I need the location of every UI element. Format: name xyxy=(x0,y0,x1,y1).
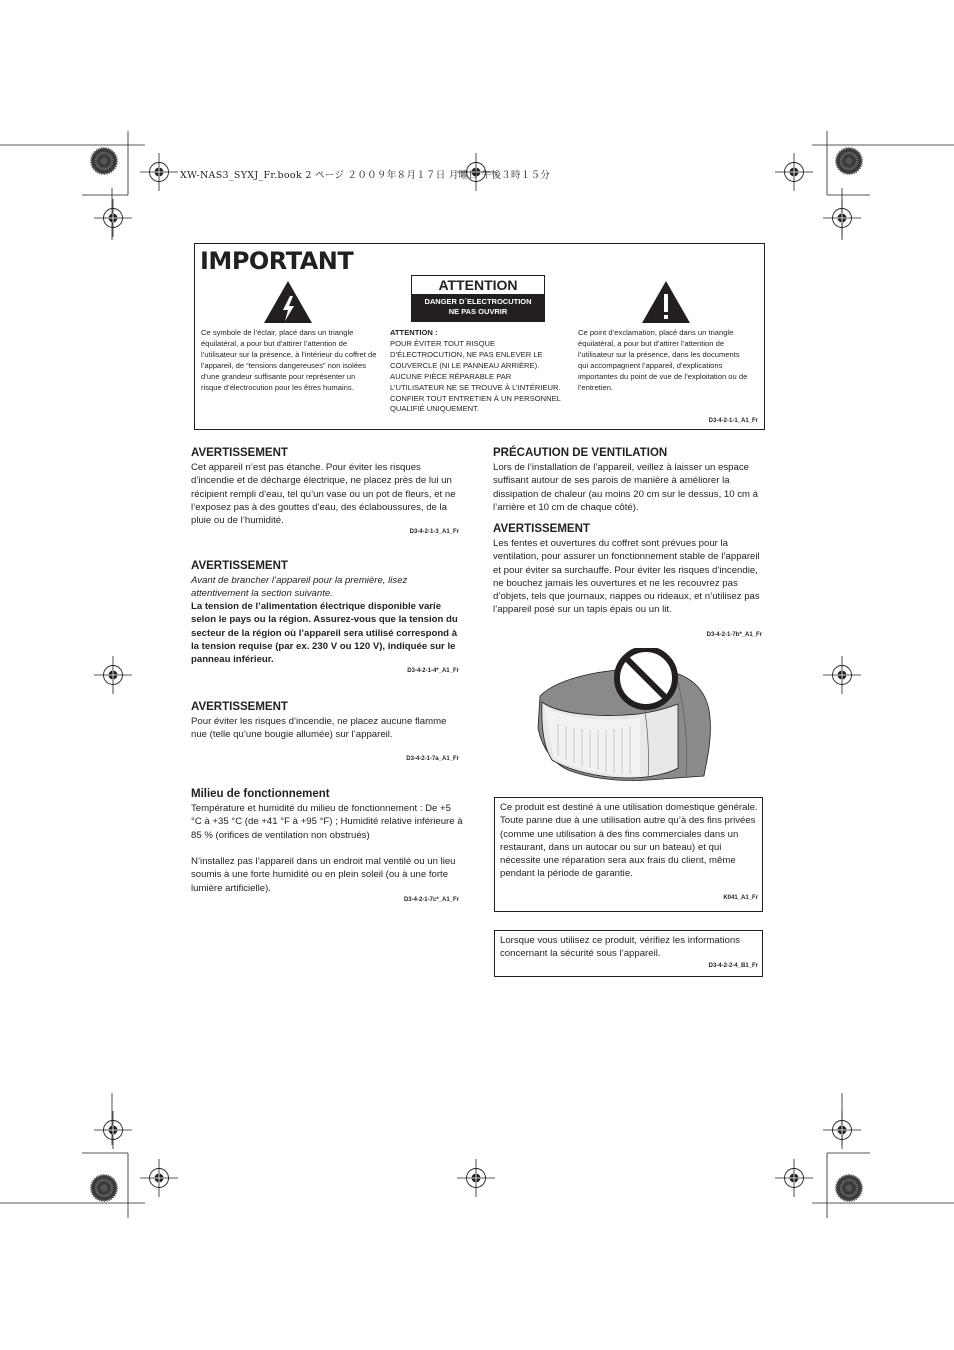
right-s2-body: Les fentes et ouvertures du coffret sont prévues pour la ventilation, pour assurer un fonctionnement stable de l’appareil et pour éviter sa surchauffe. Pour éviter les risques d’incendie, ne bouchez jamais les ouvertures et ne les recouvrez pas d’objets, tels que journaux, nappes ou rideaux, et n’utilisez pas l’appareil posé sur un tapis épais ou un lit. xyxy=(493,538,760,616)
file-header-line: XW-NAS3_SYXJ_Fr.book 2 ページ ２００９年８月１７日 月曜日 午後３時１５分 xyxy=(180,170,551,181)
domestic-use-text: Ce produit est destiné à une utilisation domestique générale. Toute panne due à une utilisation autre qu’à des fins privées (comme une utilisation à des fins commerciales dans un restaurant, dans un autocar ou sur un bateau) et qui nécessite une réparation sera aux frais du client, même pendant la période de garantie. xyxy=(500,802,758,880)
lightning-triangle-icon xyxy=(263,280,313,324)
attention-label: ATTENTION xyxy=(438,277,518,293)
left-s2-bold: La tension de l’alimentation électrique disponible varie selon le pays ou la région. Assurez-vous que la tension du secteur de la région où l’appareil sera utilisé correspond à la tension requise (par ex. 230 V ou 120 V), indiquée sur le panneau inférieur. xyxy=(191,601,458,666)
attention-heading: ATTENTION : xyxy=(390,328,438,337)
right-s1-body: Lors de l’installation de l’appareil, veillez à laisser un espace suffisant autour de ses parois de manière à améliorer la dissipation de chaleur (au moins 20 cm sur le dessus, 10 cm à l’arrière et 10 cm de chaque côté). xyxy=(493,462,759,513)
important-code: D3-4-2-1-1_A1_Fr xyxy=(708,418,758,424)
right-s1-heading: PRÉCAUTION DE VENTILATION xyxy=(493,447,668,459)
left-s2-code: D3-4-2-1-4*_A1_Fr xyxy=(407,668,459,674)
left-s2-italic: Avant de brancher l’appareil pour la première, lisez attentivement la section suivante. xyxy=(191,575,408,600)
exclamation-explanation: Ce point d’exclamation, placé dans un triangle équilatéral, a pour but d’attirer l’attention de l’utilisateur sur la présence, dans les documents qui accompagnent l’appareil, d’explications importantes du point de vue de l’exploitation ou de l’entretien. xyxy=(578,328,748,392)
safety-info-text: Lorsque vous utilisez ce produit, vérifiez les informations concernant la sécurité sous l’appareil. xyxy=(500,935,740,960)
right-s2-heading: AVERTISSEMENT xyxy=(493,523,590,535)
left-s4-code: D3-4-2-1-7c*_A1_Fr xyxy=(403,897,459,903)
covered-device-illustration xyxy=(528,648,728,784)
lightning-explanation: Ce symbole de l’éclair, placé dans un triangle équilatéral, a pour but d’attirer l’attention de l’utilisateur sur la présence, à l’intérieur du coffret de l’appareil, de “tensions dangereuses” non isolées d’une grandeur suffisante pour représenter un risque d’électrocution pour les êtres humains. xyxy=(201,328,377,392)
danger-line-1: DANGER D´ELECTROCUTION xyxy=(424,297,532,306)
left-s2-heading: AVERTISSEMENT xyxy=(191,560,288,572)
important-title: IMPORTANT xyxy=(200,247,354,275)
left-s4-body-1: Température et humidité du milieu de fonctionnement : De +5 °C à +35 °C (de +41 °F à +95 °F) ; Humidité relative inférieure à 85 % (orifices de ventilation non obstrués) xyxy=(191,803,463,841)
exclamation-triangle-icon xyxy=(641,280,691,324)
right-s2-code: D3-4-2-1-7b*_A1_Fr xyxy=(706,632,762,638)
left-s3-heading: AVERTISSEMENT xyxy=(191,701,288,713)
left-s1-code: D3-4-2-1-3_A1_Fr xyxy=(409,529,459,535)
danger-banner xyxy=(412,294,544,321)
left-s4-heading: Milieu de fonctionnement xyxy=(191,788,330,800)
attention-label-box xyxy=(411,275,545,322)
left-s1-body: Cet appareil n’est pas étanche. Pour éviter les risques d’incendie et de décharge électrique, ne placez près de lui un récipient rempli d’eau, tel qu’un vase ou un pot de fleurs, et ne l’exposez pas à des gouttes d’eau, des éclaboussures, de la pluie ou de l’humidité. xyxy=(191,462,456,527)
attention-text: POUR ÉVITER TOUT RISQUE D’ÉLECTROCUTION, NE PAS ENLEVER LE COUVERCLE (NI LE PANNEAU ARRIÈRE). AUCUNE PIÈCE RÉPARABLE PAR L’UTILISATEUR NE SE TROUVE À L’INTÉRIEUR. CONFIER TOUT ENTRETIEN À UN PERSONNEL QUALIFIÉ UNIQUEMENT. xyxy=(390,339,561,414)
domestic-use-code: K041_A1_Fr xyxy=(723,895,758,901)
left-s1-heading: AVERTISSEMENT xyxy=(191,447,288,459)
left-s3-code: D3-4-2-1-7a_A1_Fr xyxy=(406,756,459,762)
safety-info-code: D3-4-2-2-4_B1_Fr xyxy=(708,963,758,969)
danger-line-2: NE PAS OUVRIR xyxy=(448,307,508,316)
left-s3-body: Pour éviter les risques d’incendie, ne placez aucune flamme nue (telle qu’une bougie allumée) sur l’appareil. xyxy=(191,716,447,741)
left-s4-body-2: N’installez pas l’appareil dans un endroit mal ventilé ou un lieu soumis à une forte humidité ou en plein soleil (ou à une forte lumière artificielle). xyxy=(191,856,456,894)
